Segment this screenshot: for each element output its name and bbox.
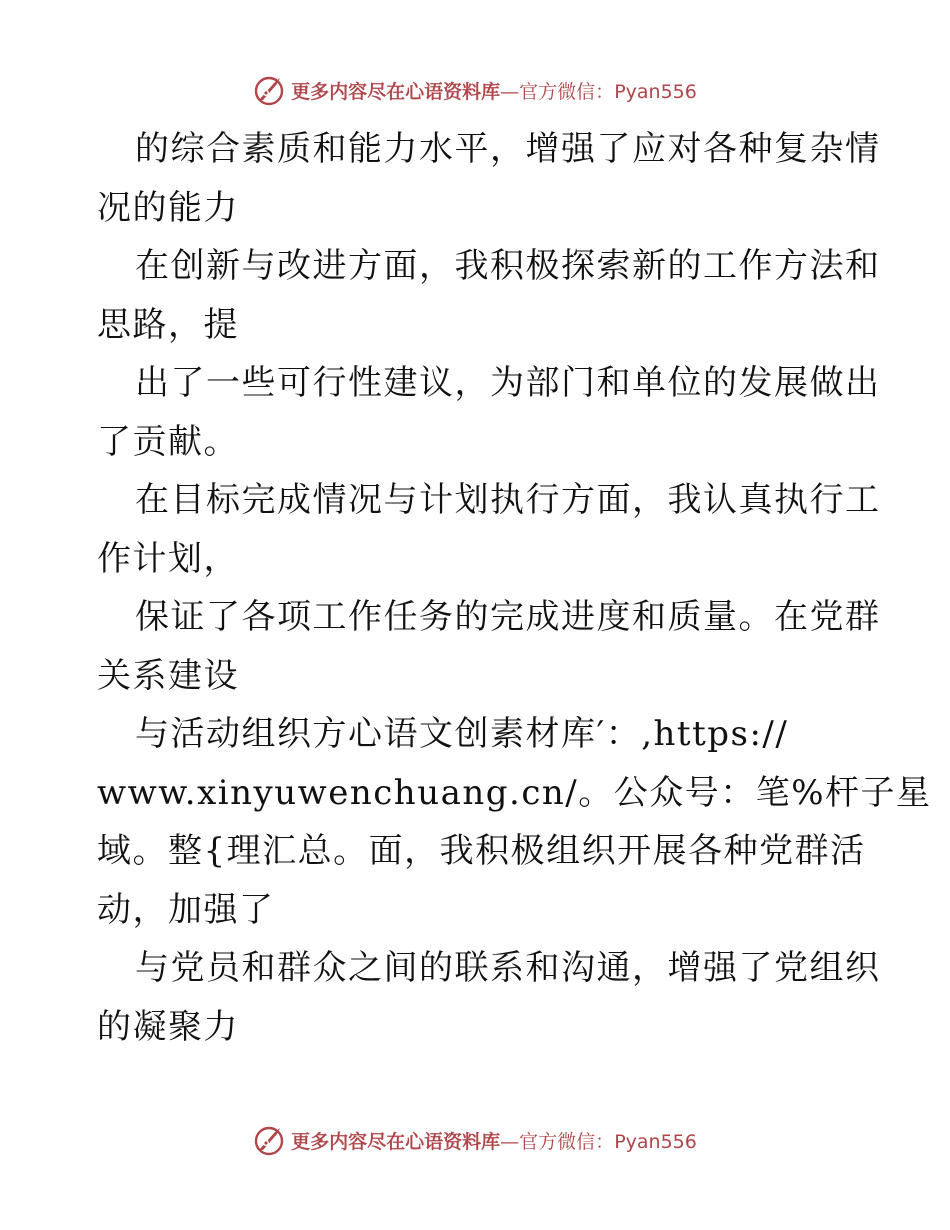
text-line: 在创新与改进方面，我积极探索新的工作方法和 [135,246,881,286]
banner-wechat-id: Pyan556 [614,80,697,103]
banner-title: 更多内容尽在心语资料库 [291,80,501,103]
text-line: 保证了各项工作任务的完成进度和质量。在党群 [135,597,881,637]
banner-wechat-id: Pyan556 [614,1130,697,1153]
quill-pen-logo-icon [253,74,285,106]
banner-separator: — [500,1130,520,1153]
quill-pen-logo-icon [253,1124,285,1156]
text-line: 了贡献。 [97,421,239,462]
text-line: 在目标完成情况与计划执行方面，我认真执行工 [135,480,881,520]
text-line: 作计划， [97,538,239,579]
text-line: 的凝聚力 [97,1006,239,1047]
banner-wechat-label: 官方微信： [519,1130,615,1153]
banner-text [291,1127,697,1154]
header-banner [0,70,950,110]
document-body [97,120,932,1056]
banner-wechat-label: 官方微信： [519,80,615,103]
text-line: 的综合素质和能力水平，增强了应对各种复杂情 [135,129,881,169]
footer-banner [0,1120,950,1160]
text-line: 况的能力 [97,187,239,228]
text-line: 关系建设 [97,655,239,696]
text-line: 动，加强了 [97,889,275,930]
text-line: 域。整{理汇总。面，我积极组织开展各种党群活 [97,831,866,871]
text-line: 思路，提 [97,304,239,345]
text-line: 出了一些可行性建议，为部门和单位的发展做出 [135,363,881,403]
text-line: 与活动组织方心语文创素材库′：,https:// [135,714,789,754]
banner-text [291,77,697,104]
banner-title: 更多内容尽在心语资料库 [291,1130,501,1153]
banner-separator: — [500,80,520,103]
text-line: 与党员和群众之间的联系和沟通，增强了党组织 [135,948,881,988]
text-line: www.xinyuwenchuang.cn/。公众号：笔%杆子星 [97,772,932,813]
